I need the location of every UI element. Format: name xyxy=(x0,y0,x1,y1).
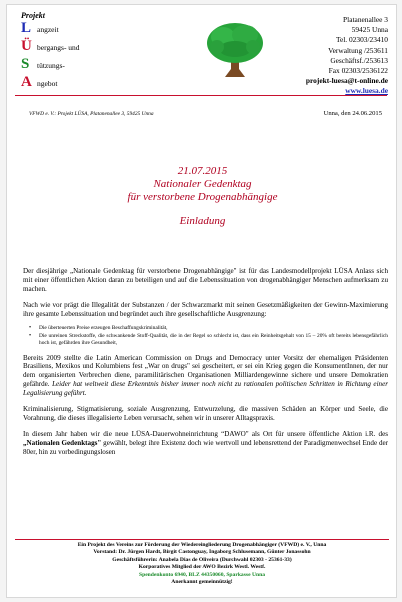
paragraph-bold: „Nationalen Gedenktags" xyxy=(23,438,102,447)
event-name: Nationaler Gedenktag xyxy=(153,178,252,190)
paragraph: Nach wie vor prägt die Illegalität der Substanzen / der Schwarzmarkt mit seinen Gesetzmäßigkeiten der Gewinn-Maximierung ihre gesamte Lebenssituation und begründet auch ihre gesellschaftliche Ausgrenzung: xyxy=(23,300,388,318)
invitation-heading: Einladung xyxy=(179,215,226,227)
website-link[interactable]: www.luesa.de xyxy=(345,86,388,96)
paragraph xyxy=(23,354,388,399)
paragraph: Kriminalisierung, Stigmatisierung, soziale Ausgrenzung, Entwurzelung, die massiven Schäden an Körper und Seele, die Vorahnung, die dieses illegalisierte Leben verursacht, sehen wir in unserer Alltagspraxis. xyxy=(23,405,388,422)
letter-body xyxy=(23,267,388,464)
acronym-word: tützungs- xyxy=(37,61,65,70)
projekt-label: Projekt xyxy=(21,11,45,20)
phone-line: Geschäftsf./253613 xyxy=(330,55,388,65)
acronym-letter: A xyxy=(21,74,32,90)
footer-line: Anerkannt gemeinnützig! xyxy=(171,579,233,586)
acronym-word: ngebot xyxy=(37,79,58,88)
acronym-letter: Ü xyxy=(21,38,32,54)
acronym-row-a xyxy=(21,74,121,92)
paragraph xyxy=(23,430,388,457)
footer-line: Ein Projekt des Vereins zur Förderung der Wiedereingliederung Drogenabhängiger (VFWD) e. V., Unna xyxy=(77,542,327,548)
address-block xyxy=(288,15,388,97)
event-title xyxy=(7,165,398,204)
letter-footer xyxy=(15,539,389,586)
list-item: • Die unreinen Streckstoffe, die schwankende Stoff-Qualität, die in der Regel so schlecht ist, dass ein Reinheitsgehalt von 15 – 20% oft bereits lebensgefährlich hoch ist, gefährden ihre Gesundheit, xyxy=(29,333,388,347)
letter-page xyxy=(6,4,397,598)
footer-line: Vorstand: Dr. Jürgen Hardt, Birgit Castonguay, Ingaborg Schlusemann, Günter Jonassohn xyxy=(93,549,311,556)
paragraph-text: gewählt, belegt ihre Existenz doch wie wertvoll und lebensrettend der Paradigmenwechsel Ende der 80er, hin zu vorbedingungslosen xyxy=(23,438,389,456)
acronym-row-u xyxy=(21,38,121,56)
email-address[interactable]: projekt-luesa@t-online.de xyxy=(305,76,388,86)
sender-line: VFWD e. V.: Projekt LÜSA, Platanenallee 3, 59425 Unna xyxy=(29,111,154,117)
acronym-letter: L xyxy=(21,20,32,36)
header-divider xyxy=(15,95,387,96)
acronym-word: angzeit xyxy=(37,25,59,34)
footer-line: Geschäftsführerin: Anabela Dias de Oliveira (Durchwahl 02303 - 25361-33) xyxy=(112,556,292,563)
phone-line: Verwaltung /253611 xyxy=(328,45,388,55)
address-line: Platanenallee 3 xyxy=(343,15,388,24)
list-item: • Die überteuerten Preise erzeugen Beschaffungskriminalität, xyxy=(29,325,388,332)
paragraph: Der diesjährige „Nationale Gedenktag für verstorbene Drogenabhängige" ist für das Landesmodellprojekt LÜSA Anlass sich mit einer öffentlichen Aktion daran zu beteiligen und auf die Lebenssituation von drogenabhängiger Menschen aufmerksam zu machen. xyxy=(23,267,388,293)
acronym-word: bergangs- und xyxy=(37,43,80,52)
letter-date: Unna, den 24.06.2015 xyxy=(323,110,382,117)
event-date: 21.07.2015 xyxy=(177,165,228,177)
paragraph-emphasis: Leider hat weltweit diese Erkenntnis bisher immer noch nicht zu rationalen politischen Schritten in Richtung einer Legalisierung geführt. xyxy=(23,380,388,398)
phone-line: Tel. 02303/23410 xyxy=(335,35,388,45)
bullet-list xyxy=(29,325,388,347)
paragraph-text: In diesem Jahr haben wir die neue LÜSA-Dauerwohneinrichtung “DAWO" als Ort für unsere öffentliche Aktion i.R. des xyxy=(23,429,388,438)
acronym-block xyxy=(21,11,121,92)
paragraph-text: Bereits 2009 stellte die Latin American Commission on Drugs and Democracy unter Vorsitz der ehemaligen Präsidenten Brasiliens, Mexikos und Kolumbiens fest „War on drugs" sei gescheitert, er sei ein Krieg gegen die KonsumentInnen, der nur dem organisierten Verbrechen diene, paramilitärischen Organisationen Milliardengewinne sichere und unsere Demokratien gefährde. xyxy=(23,353,388,389)
address-line: 59425 Unna xyxy=(351,25,388,35)
acronym-row-s xyxy=(21,56,121,74)
event-subtitle: für verstorbene Drogenabhängige xyxy=(127,191,278,203)
bank-account-line: Spendenkonto 6940, BLZ 44350060, Sparkasse Unna xyxy=(138,571,266,578)
acronym-row-l xyxy=(21,20,121,38)
footer-line: Korporatives Mitglied der AWO Bezirk Westl. Westf. xyxy=(138,564,266,571)
acronym-letter: S xyxy=(21,56,30,72)
tree-logo-icon xyxy=(203,19,267,77)
fax-line: Fax 02303/2536122 xyxy=(328,66,388,76)
